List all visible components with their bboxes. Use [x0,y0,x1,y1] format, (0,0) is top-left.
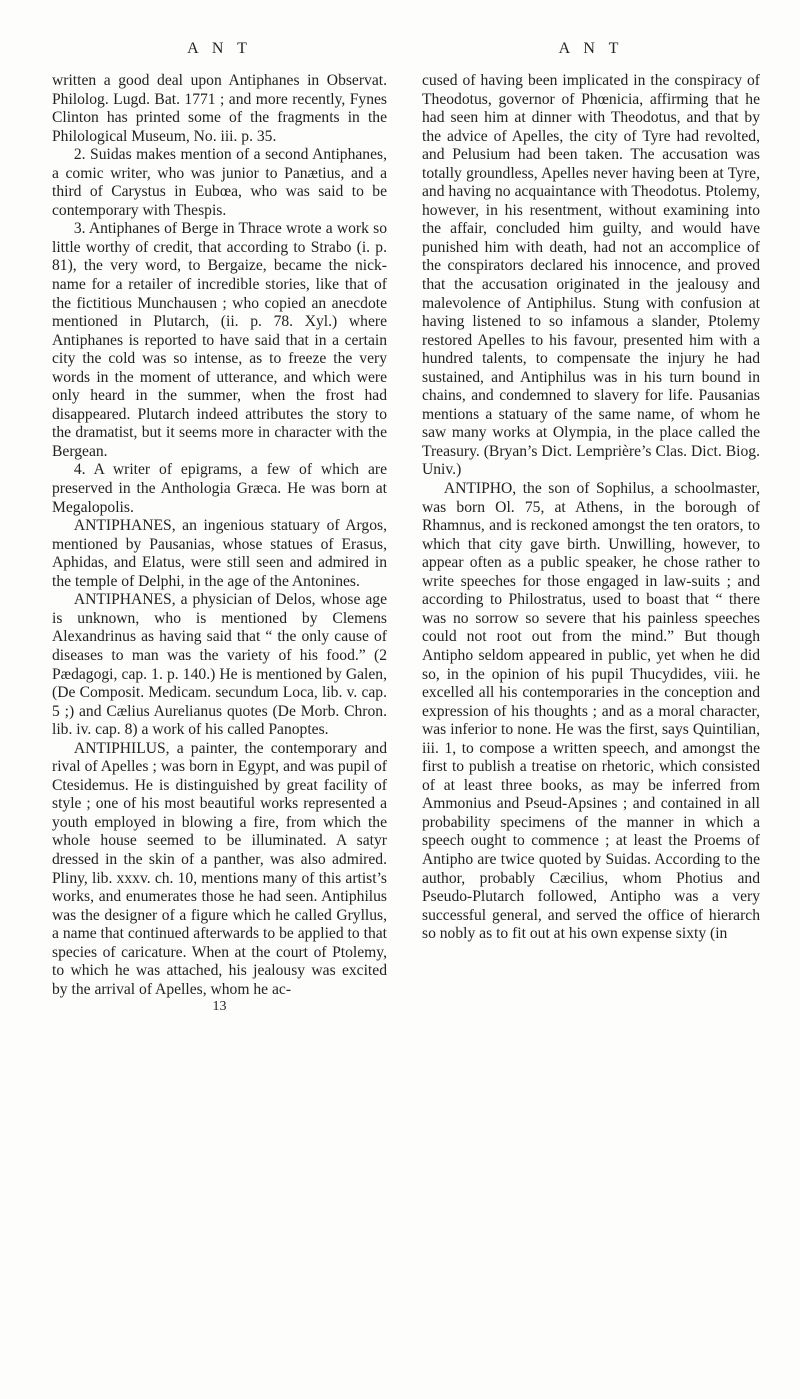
paragraph: 4. A writer of epigrams, a few of which are preserved in the Anthologia Græca. He was born at Megalopolis. [52,461,387,516]
page-number: 13 [212,999,227,1015]
running-head-left: A N T [187,40,252,57]
entry-antiphanes-statuary: ANTIPHANES, an ingenious statuary of Argos, mentioned by Pausanias, whose statues of Erasus, Aphidas, and Elatus, were still seen and admired in the temple of Delphi, in the age of the Antonines. [52,517,387,590]
entry-antiphilus: ANTIPHILUS, a painter, the contemporary and rival of Apelles ; was born in Egypt, and was pupil of Ctesidemus. He is distinguished by great facility of style ; one of his most beautiful works represented a youth employed in blowing a fire, from which the whole house seemed to be illuminated. A satyr dressed in the skin of a panther, was also admired. Pliny, lib. xxxv. ch. 10, mentions many of this artist’s works, and enumerates those he had seen. Antiphilus was the designer of a figure which he called Gryllus, a name that continued afterwards to be applied to that species of caricature. When at the court of Ptolemy, to which he was attached, his jealousy was excited by the arrival of Apelles, whom he ac- [52,739,387,998]
entry-antipho: ANTIPHO, the son of Sophilus, a schoolmaster, was born Ol. 75, at Athens, in the borough of Rhamnus, and is reckoned amongst the ten orators, to which that city gave birth. Unwilling, however, to appear often as a public speaker, he chose rather to write speeches for those engaged in law-suits ; and according to Philostratus, used to boast that “ there was no sorrow so severe that his painless speeches could not root out from the mind.” But though Antipho seldom appeared in public, yet when he did so, in the opinion of his pupil Thucydides, viii. he excelled all his contemporaries in the conception and expression of his thoughts ; and as a moral character, was inferior to none. He was the first, says Quintilian, iii. 1, to compose a written speech, and amongst the first to publish a treatise on rhetoric, which consisted of at least three books, as may be inferred from Ammonius and Pseud-Apsines ; and contained in all probability specimens of the manner in which a speech ought to commence ; at least the Proems of Antipho are twice quoted by Suidas. According to the author, probably Cæcilius, whom Photius and Pseudo-Plutarch followed, Antipho was a very successful general, and served the office of hierarch so nobly as to fit out at his own expense sixty (in [422,480,760,943]
paragraph: cused of having been implicated in the conspiracy of Theodotus, governor of Phœnicia, affirming that he had seen him at dinner with Theodotus, and that by the advice of Apelles, the city of Tyre had revolted, and Pelusium had been taken. The accusation was totally groundless, Apelles never having been at Tyre, and having no acquaintance with Theodotus. Ptolemy, however, in his resentment, without examining into the affair, concluded him guilty, and would have punished him with death, had not an accomplice of the conspirators declared his innocence, and proved that the accusation originated in the jealousy and malevolence of Antiphilus. Stung with confusion at having listened to so infamous a slander, Ptolemy restored Apelles to his favour, presented him with a hundred talents, to compensate the injury he had sustained, and Antiphilus was in his turn bound in chains, and condemned to slavery for life. Pausanias mentions a statuary of the same name, of whom he saw many works at Olympia, in the place called the Treasury. (Bryan’s Dict. Lemprière’s Clas. Dict. Biog. Univ.) [422,72,760,479]
left-column [52,0,387,1015]
left-column-text [52,72,387,999]
paragraph: 2. Suidas makes mention of a second Antiphanes, a comic writer, who was junior to Panætius, and a third of Carystus in Eubœa, who was said to be contemporary with Thespis. [52,146,387,219]
paragraph: 3. Antiphanes of Berge in Thrace wrote a work so little worthy of credit, that according to Strabo (i. p. 81), the very word, to Bergaize, became the nick-name for a retailer of incredible stories, like that of the fictitious Munchausen ; who copied an anecdote mentioned in Plutarch, (ii. p. 78. Xyl.) where Antiphanes is reported to have said that in a certain city the cold was so intense, as to freeze the very words in the moment of utterance, and which were only heard in the summer, when the frost had disappeared. Plutarch indeed attributes the story to the dramatist, but it seems more in character with the Bergean. [52,220,387,460]
running-head-right: A N T [558,40,624,57]
paragraph: written a good deal upon Antiphanes in Observat. Philolog. Lugd. Bat. 1771 ; and more recently, Fynes Clinton has printed some of the fragments in the Philological Museum, No. iii. p. 35. [52,72,387,145]
right-column-text [422,72,760,944]
right-column [422,0,760,944]
entry-antiphanes-physician: ANTIPHANES, a physician of Delos, whose age is unknown, who is mentioned by Clemens Alexandrinus as having said that “ the only cause of diseases to man was the variety of his food.” (2 Pædagogi, cap. 1. p. 140.) He is mentioned by Galen, (De Composit. Medicam. secundum Loca, lib. v. cap. 5 ;) and Cælius Aurelianus quotes (De Morb. Chron. lib. iv. cap. 8) a work of his called Panoptes. [52,591,387,739]
